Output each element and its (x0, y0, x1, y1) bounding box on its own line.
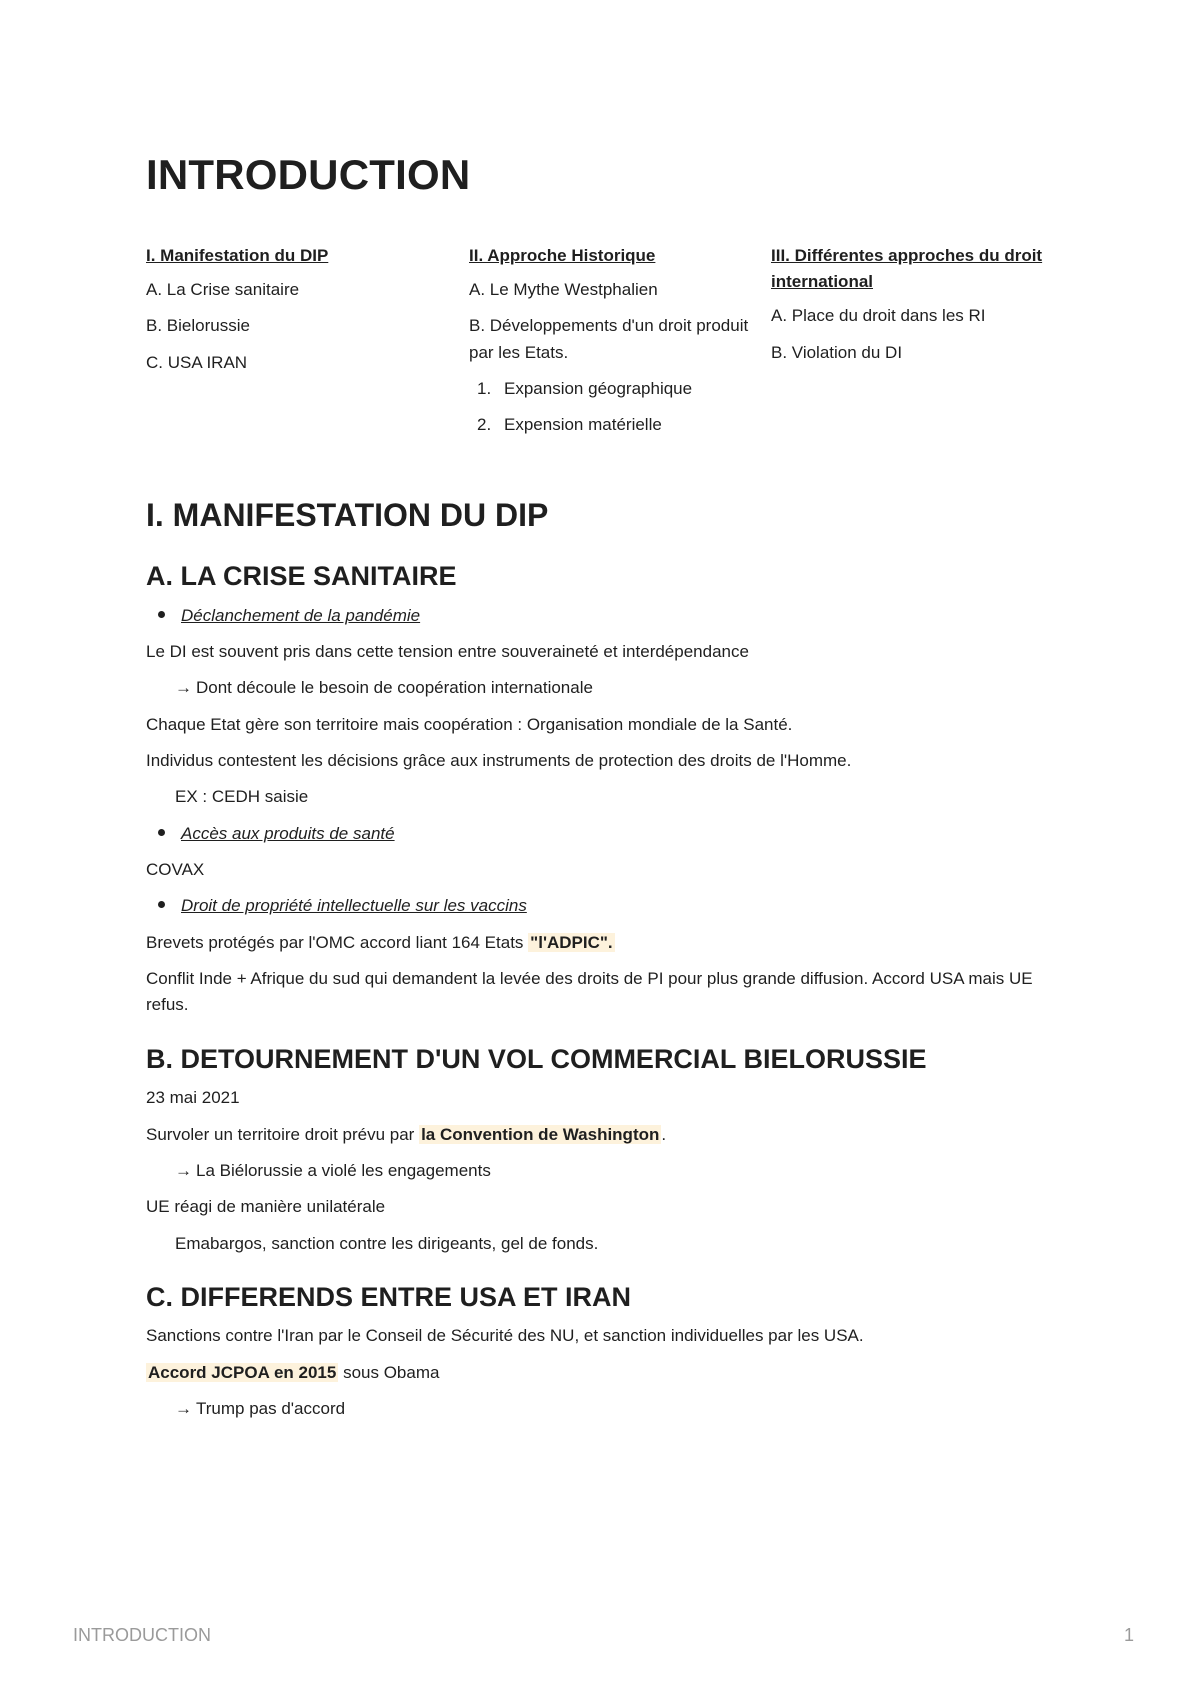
paragraph (146, 930, 1056, 956)
paragraph: Conflit Inde + Afrique du sud qui demandent la levée des droits de PI pour plus grande diffusion. Accord USA mais UE refus. (146, 969, 1033, 1015)
section-heading: I. MANIFESTATION DU DIP (146, 496, 549, 533)
paragraph: Sanctions contre l'Iran par le Conseil de Sécurité des NU, et sanction individuelles par les USA. (146, 1326, 864, 1346)
bullet-icon (158, 611, 165, 618)
bullet-item (146, 821, 1056, 847)
toc-column-2 (469, 243, 771, 449)
page-content (146, 140, 1056, 1432)
bullet-icon (158, 901, 165, 908)
table-of-contents (146, 243, 1056, 449)
arrow-paragraph (146, 1396, 1056, 1422)
toc-item[interactable]: B. Bielorussie (146, 316, 250, 336)
paragraph: Individus contestent les décisions grâce aux instruments de protection des droits de l'Homme. (146, 751, 852, 771)
bullet-label: Déclanchement de la pandémie (181, 605, 421, 625)
arrow-paragraph (146, 675, 1056, 701)
toc-column-1 (146, 243, 469, 449)
arrow-right-icon: → (175, 1399, 192, 1419)
paragraph: COVAX (146, 860, 205, 880)
page-title: INTRODUCTION (146, 151, 471, 198)
bullet-icon (158, 829, 165, 836)
toc-heading[interactable]: I. Manifestation du DIP (146, 245, 329, 265)
page-number: 1 (1123, 1625, 1134, 1645)
bullet-label: Droit de propriété intellectuelle sur les vaccins (181, 896, 527, 916)
footer-title: INTRODUCTION (73, 1625, 211, 1645)
toc-heading[interactable]: III. Différentes approches du droit international (771, 245, 1043, 291)
arrow-right-icon: → (175, 678, 192, 698)
paragraph-text: Survoler un territoire droit prévu par (146, 1124, 420, 1144)
toc-subitem-label: Expansion géographique (504, 378, 693, 398)
toc-heading[interactable]: II. Approche Historique (469, 245, 656, 265)
toc-subitem[interactable] (477, 376, 771, 402)
highlighted-text: "l'ADPIC". (530, 932, 613, 952)
list-number: 1. (477, 378, 492, 398)
highlighted-text: Accord JCPOA en 2015 (148, 1362, 337, 1382)
subsection-heading: C. DIFFERENDS ENTRE USA ET IRAN (146, 1281, 632, 1312)
toc-column-3 (771, 243, 1056, 449)
paragraph-text: Brevets protégés par l'OMC accord liant 164 Etats (146, 932, 529, 952)
toc-item[interactable]: A. La Crise sanitaire (146, 279, 300, 299)
paragraph-text: Dont découle le besoin de coopération internationale (196, 678, 593, 698)
paragraph-text: La Biélorussie a violé les engagements (196, 1160, 491, 1180)
paragraph-text: Trump pas d'accord (196, 1399, 346, 1419)
paragraph: 23 mai 2021 (146, 1088, 240, 1108)
bullet-label: Accès aux produits de santé (181, 823, 395, 843)
subsection-heading: A. LA CRISE SANITAIRE (146, 561, 457, 592)
toc-item[interactable]: B. Violation du DI (771, 342, 903, 362)
list-number: 2. (477, 415, 492, 435)
paragraph: UE réagi de manière unilatérale (146, 1197, 386, 1217)
toc-subitem[interactable] (477, 412, 771, 438)
paragraph-text: . (661, 1124, 667, 1144)
arrow-right-icon: → (175, 1160, 192, 1180)
paragraph: Chaque Etat gère son territoire mais coopération : Organisation mondiale de la Santé. (146, 714, 793, 734)
paragraph-text: sous Obama (338, 1362, 440, 1382)
paragraph (146, 1122, 1056, 1148)
paragraph (146, 1360, 1056, 1386)
toc-subitem-label: Expension matérielle (504, 415, 662, 435)
toc-item[interactable]: B. Développements d'un droit produit par les Etats. (469, 316, 749, 362)
bullet-item (146, 893, 1056, 919)
highlighted-text: la Convention de Washington (421, 1124, 660, 1144)
toc-item[interactable]: C. USA IRAN (146, 352, 248, 372)
bullet-item (146, 603, 1056, 629)
paragraph: Emabargos, sanction contre les dirigeants, gel de fonds. (175, 1233, 599, 1253)
paragraph: Le DI est souvent pris dans cette tension entre souveraineté et interdépendance (146, 642, 749, 662)
arrow-paragraph (146, 1158, 1056, 1184)
toc-item[interactable]: A. Le Mythe Westphalien (469, 279, 658, 299)
toc-item[interactable]: A. Place du droit dans les RI (771, 306, 986, 326)
paragraph: EX : CEDH saisie (175, 787, 309, 807)
subsection-heading: B. DETOURNEMENT D'UN VOL COMMERCIAL BIELORUSSIE (146, 1043, 927, 1074)
